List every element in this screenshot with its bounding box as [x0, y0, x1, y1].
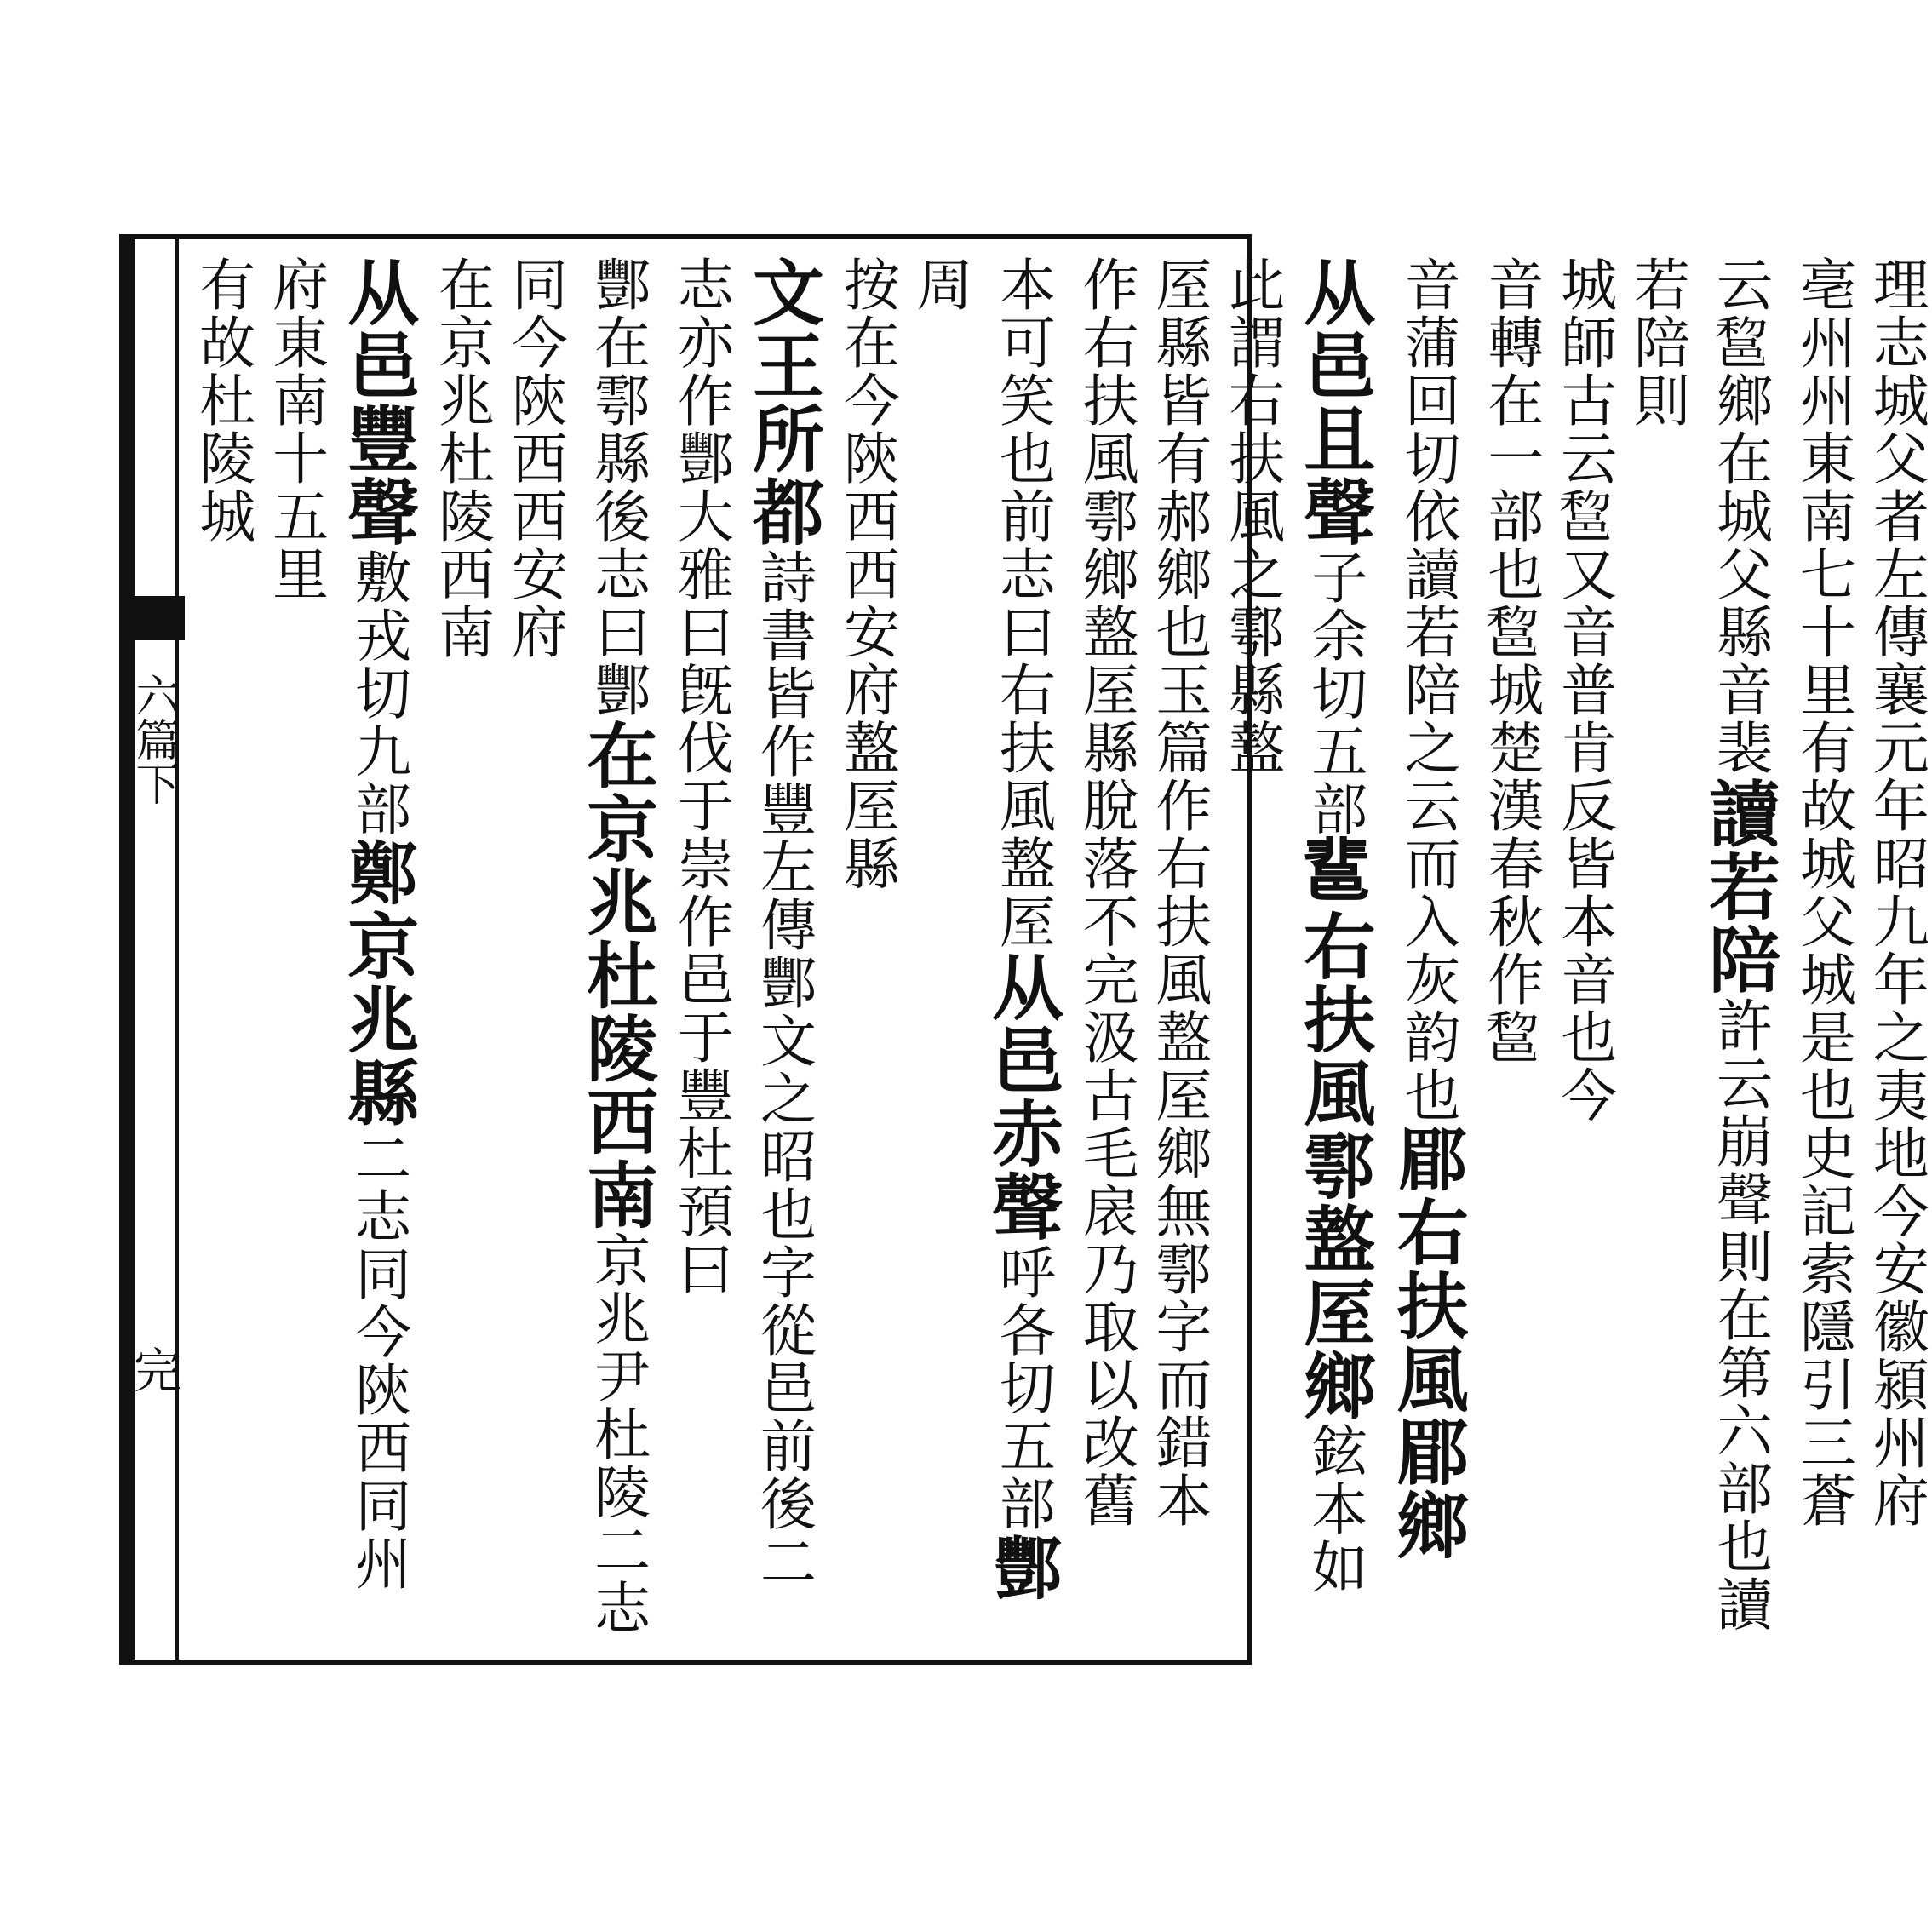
text-column: 从邑且聲子余切五部𨛬右扶風鄠盩厔鄉鉉本如此謂右扶風之鄠縣盩 — [1218, 255, 1377, 1596]
text-column: 城師古云𨛫又音普肯反皆本音也今 — [1551, 255, 1617, 1124]
fishtail-mark — [123, 596, 185, 640]
margin-chapter-title: 六篇下 — [128, 673, 179, 806]
text-column: 志亦作酆大雅曰旣伐于崇作邑于豐杜預曰 — [668, 255, 734, 1298]
seal-character: 郿 — [1387, 1124, 1468, 1195]
headword-gloss: 文王所都 — [741, 255, 826, 548]
seal-character: 𨛬 — [1293, 838, 1374, 909]
text-column: 厔縣皆有郝鄉也玉篇作右扶風盩厔鄉無鄠字而錯本 — [1145, 255, 1212, 1529]
text-column: 在京兆杜陵西南 — [428, 255, 495, 661]
text-columns — [186, 255, 1932, 1652]
text-column: 音轉在一部也𨛫城楚漢春秋作𨛫 — [1477, 255, 1544, 1066]
main-text-area — [186, 255, 1929, 1652]
headword-gloss: 从邑赤聲 — [980, 950, 1065, 1243]
text-column: 音蒲回切依讀若陪之云而入灰韵也郿右扶風郿鄉 — [1385, 255, 1470, 1562]
seal-character: 鄭 — [337, 838, 418, 909]
text-column: 亳州州東南七十里有故城父城是也史記索隱引三蒼 — [1790, 255, 1856, 1529]
text-column: 从邑豐聲敷戎切九部鄭京兆縣二志同今陝西同州 — [335, 255, 421, 1592]
text-column: 云𨛫鄉在城父縣音裴讀若陪許云崩聲則在第六部也讀若陪則 — [1624, 255, 1782, 1633]
text-column: 府東南十五里 — [262, 255, 329, 603]
text-column: 作右扶風鄠鄉盩厔縣脫落不完汲古毛扆乃取以改舊 — [1073, 255, 1139, 1529]
text-column: 按在今陝西西安府盩厔縣 — [834, 255, 900, 892]
page-margin-strip — [119, 234, 179, 1665]
text-column: 文王所都詩書皆作豐左傳酆文之昭也字從邑前後二 — [741, 255, 826, 1591]
text-column: 酆在鄠縣後志曰酆在京兆杜陵西南京兆尹杜陵二志 — [575, 255, 660, 1637]
text-column: 同今陝西西安府 — [502, 255, 568, 661]
headword-gloss: 在京兆杜陵西南 — [575, 719, 660, 1231]
text-column: 理志城父者左傳襄元年昭九年之夷地今安徽潁州府 — [1863, 255, 1929, 1529]
headword-gloss: 从邑且聲 — [1292, 255, 1377, 548]
text-column: 有故杜陵城 — [189, 255, 255, 545]
headword-gloss: 从邑豐聲 — [335, 255, 421, 548]
seal-character: 酆 — [982, 1533, 1063, 1604]
headword-gloss: 讀若陪 — [1697, 777, 1782, 996]
headword-gloss: 右扶風郿鄉 — [1385, 1195, 1470, 1562]
headword-gloss: 京兆縣 — [335, 909, 421, 1129]
margin-folio: 完 — [126, 1345, 181, 1393]
headword-gloss: 右扶風鄠盩厔鄉 — [1292, 909, 1377, 1422]
text-column: 本可笑也前志曰右扶風盩厔从邑赤聲呼各切五部酆周 — [907, 255, 1065, 1604]
